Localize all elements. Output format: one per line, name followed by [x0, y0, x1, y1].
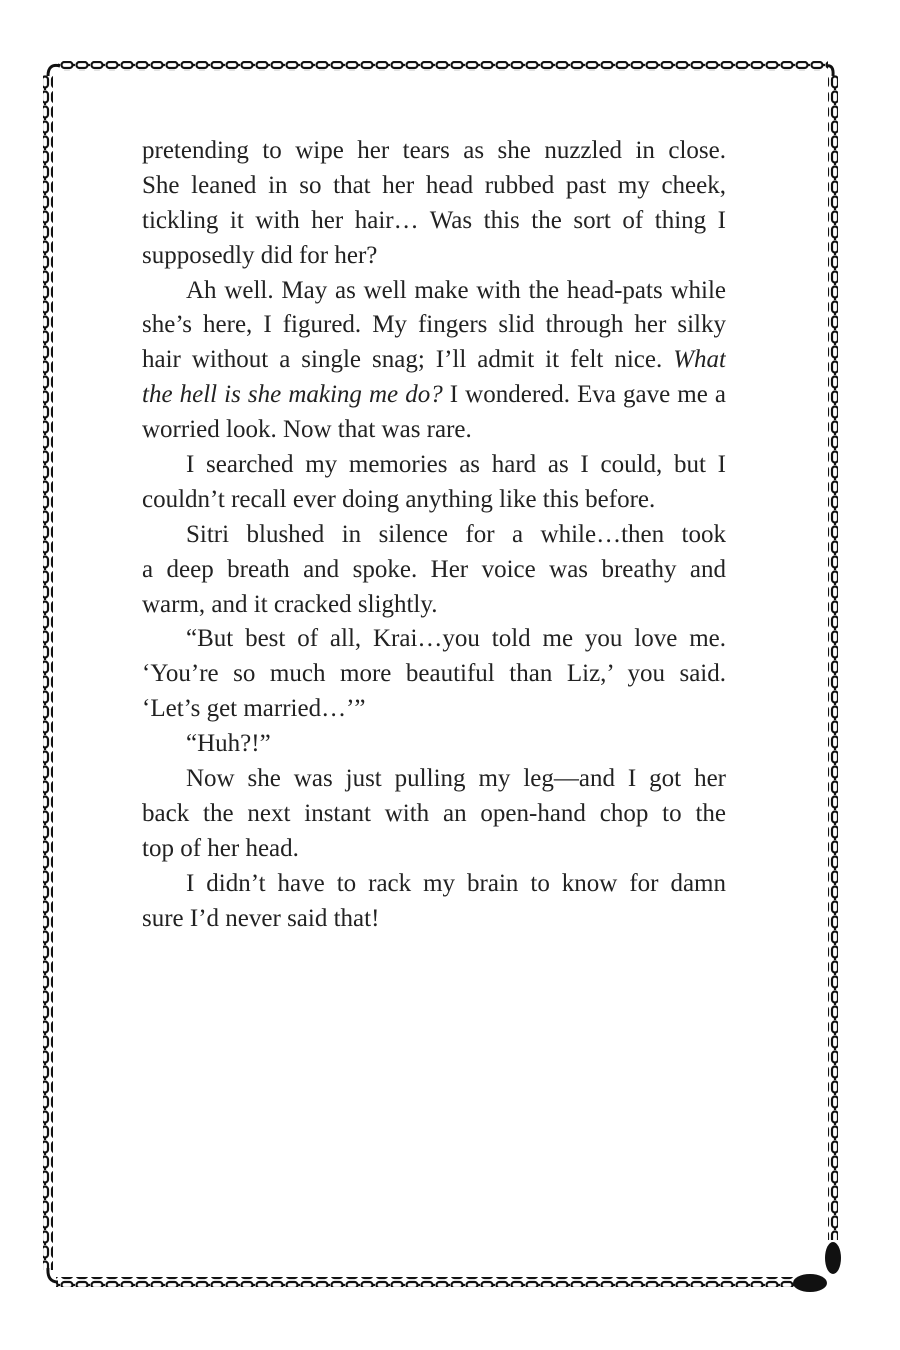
text-segment: hair without a single snag; I’ll admit it felt nice.: [142, 346, 674, 374]
text-line: [142, 274, 726, 309]
text-line: [142, 832, 726, 867]
text-segment: back the next instant with an open-hand chop to the: [142, 799, 726, 827]
text-segment: pretending to wipe her tears as she nuzzled in close.: [142, 137, 726, 164]
chain-left: [43, 75, 53, 1270]
text-line: [142, 134, 726, 169]
text-segment: worried look. Now that was rare.: [142, 416, 472, 444]
text-segment: warm, and it cracked slightly.: [142, 590, 438, 618]
text-line: [142, 378, 726, 413]
text-line: [142, 588, 726, 623]
text-segment: Sitri blushed in silence for a while…then took: [186, 520, 726, 548]
italic-text: What: [673, 346, 726, 374]
text-line: [142, 657, 726, 692]
text-segment: I searched my memories as hard as I could, but I: [186, 451, 726, 479]
chain-top: [58, 61, 828, 71]
text-line: [142, 413, 726, 448]
text-line: [142, 483, 726, 518]
chain-end-weight-bottom: [793, 1274, 827, 1292]
chain-right: [828, 75, 838, 1240]
text-segment: I wondered. Eva gave me a: [442, 381, 726, 409]
text-line: [142, 518, 726, 553]
text-segment: she’s here, I figured. My fingers slid through her silky: [142, 311, 726, 339]
chain-bottom: [56, 1277, 796, 1287]
text-segment: She leaned in so that her head rubbed past my cheek,: [142, 171, 726, 199]
text-segment: sure I’d never said that!: [142, 904, 380, 932]
text-line: [142, 727, 726, 762]
text-line: [142, 902, 726, 937]
text-line: [142, 204, 726, 239]
text-segment: “But best of all, Krai…you told me you love me.: [186, 625, 726, 653]
text-line: [142, 308, 726, 343]
text-segment: a deep breath and spoke. Her voice was breathy and: [142, 555, 726, 583]
text-segment: supposedly did for her?: [142, 241, 378, 269]
text-line: [142, 797, 726, 832]
text-line: [142, 622, 726, 657]
text-line: [142, 553, 726, 588]
chain-end-weight-right: [825, 1242, 841, 1274]
text-line: [142, 867, 726, 902]
text-line: [142, 343, 726, 378]
text-segment: Now she was just pulling my leg—and I got her: [186, 765, 726, 793]
text-line: [142, 448, 726, 483]
text-segment: tickling it with her hair… Was this the sort of thing I: [142, 206, 726, 234]
text-segment: Ah well. May as well make with the head-pats while: [186, 276, 726, 304]
text-segment: I didn’t have to rack my brain to know for damn: [186, 869, 726, 897]
body-text: [142, 134, 726, 936]
italic-text: the hell is she making me do?: [142, 381, 443, 409]
text-line: [142, 692, 726, 727]
text-line: [142, 169, 726, 204]
text-segment: top of her head.: [142, 834, 299, 862]
text-line: [142, 239, 726, 274]
text-segment: ‘Let’s get married…’”: [142, 695, 366, 723]
text-line: [142, 762, 726, 797]
text-segment: ‘You’re so much more beautiful than Liz,’ you said.: [142, 660, 726, 688]
text-segment: couldn’t recall ever doing anything like this before.: [142, 485, 656, 513]
text-segment: “Huh?!”: [186, 730, 271, 758]
